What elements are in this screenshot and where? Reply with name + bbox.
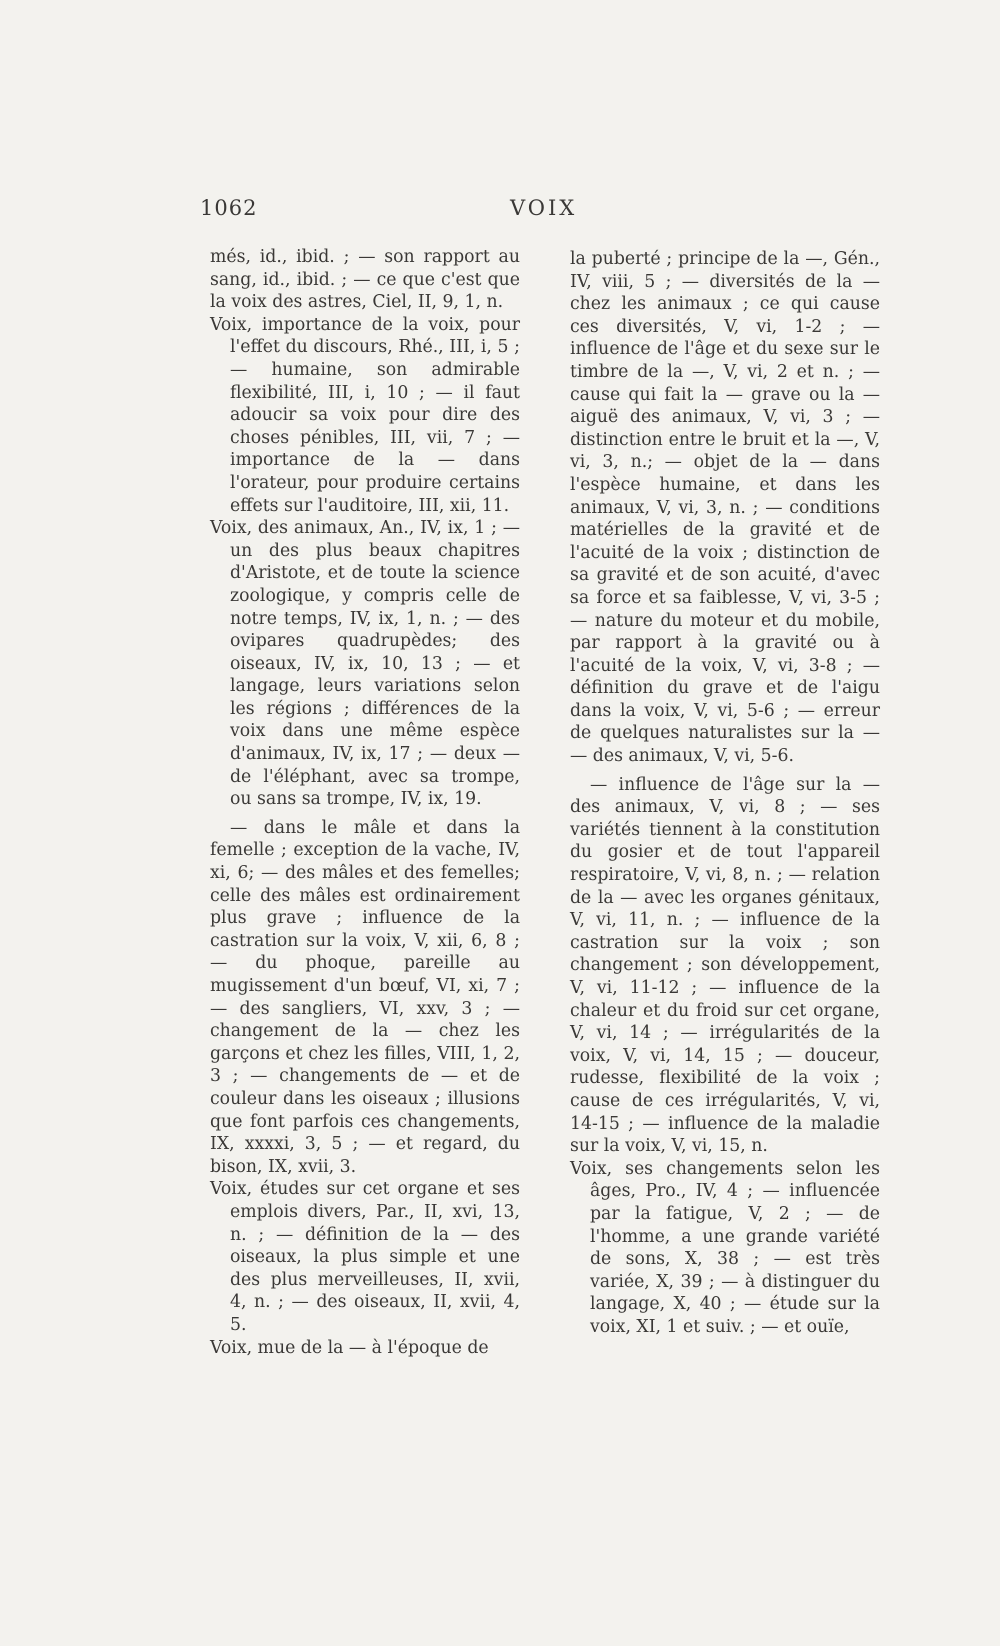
- running-header: [200, 196, 880, 226]
- index-entry: Voix, études sur cet organe et ses emplois divers, Par., II, xvi, 13, n. ; — définition de la — des oiseaux, la plus simple et une des plus merveilleuses, II, xvii, 4, n. ; — des oiseaux, II, xvii, 4, 5.: [210, 1179, 520, 1335]
- right-column: [570, 248, 880, 1339]
- index-entry: Voix, ses changements selon les âges, Pro., IV, 4 ; — influencée par la fatigue, V, 2 ; — de l'homme, a une grande variété de sons, X, 38 ; — est très variée, X, 39 ; — à distinguer du langage, X, 40 ; — étude sur la voix, XI, 1 et suiv. ; — et ouïe,: [570, 1158, 880, 1337]
- running-title: VOIX: [510, 196, 578, 220]
- index-entry: Voix, mue de la — à l'époque de: [210, 1337, 489, 1358]
- index-entry: Voix, importance de la voix, pour l'effet du discours, Rhé., III, i, 5 ; — humaine, son admirable flexibilité, III, i, 10 ; — il faut adoucir sa voix pour dire des choses pénibles, III, vii, 7 ; — importance de la — dans l'orateur, pour produire certains effets sur l'auditoire, III, xii, 11.: [210, 314, 520, 516]
- index-entry: Voix, des animaux, An., IV, ix, 1 ; — un des plus beaux chapitres d'Aristote, et de toute la science zoologique, y compris celle de notre temps, IV, ix, 1, n. ; — des ovipares quadrupèdes; des oiseaux, IV, ix, 10, 13 ; — et langage, leurs variations selon les régions ; différences de la voix dans une même espèce d'animaux, IV, ix, 17 ; — deux — de l'éléphant, avec sa trompe, ou sans sa trompe, IV, ix, 19.: [210, 518, 520, 810]
- page-number: 1062: [200, 196, 258, 220]
- index-entry: — dans le mâle et dans la femelle ; exception de la vache, IV, xi, 6; — des mâles et des femelles; celle des mâles est ordinairement plus grave ; influence de la castration sur la voix, V, xii, 6, 8 ; — du phoque, pareille au mugissement d'un bœuf, VI, xi, 7 ; — des sangliers, VI, xxv, 3 ; — changement de la — chez les garçons et chez les filles, VIII, 1, 2, 3 ; — changements de — et de couleur dans les oiseaux ; illusions que font parfois ces changements, IX, xxxxi, 3, 5 ; — et regard, du bison, IX, xvii, 3.: [210, 817, 520, 1177]
- index-entry: la puberté ; principe de la —, Gén., IV, viii, 5 ; — diversités de la — chez les animaux ; ce qui cause ces diversités, V, vi, 1-2 ; — influence de l'âge et du sexe sur le timbre de la —, V, vi, 2 et n. ; — cause qui fait la — grave ou la — aiguë des animaux, V, vi, 3 ; — distinction entre le bruit et la —, V, vi, 3, n.; — objet de la — dans l'espèce humaine, et dans les animaux, V, vi, 3, n. ; — conditions matérielles de la gravité et de l'acuité de la voix ; distinction de sa gravité et de son acuité, d'avec sa force et sa faiblesse, V, vi, 3-5 ; — nature du moteur et du mobile, par rapport à la gravité ou à l'acuité de la voix, V, vi, 3-8 ; — définition du grave et de l'aigu dans la voix, V, vi, 5-6 ; — erreur de quelques naturalistes sur la — — des animaux, V, vi, 5-6.: [570, 249, 880, 767]
- left-column: [210, 246, 520, 1359]
- index-entry: més, id., ibid. ; — son rapport au sang, id., ibid. ; — ce que c'est que la voix des astres, Ciel, II, 9, 1, n.: [210, 247, 520, 313]
- index-entry: — influence de l'âge sur la — des animaux, V, vi, 8 ; — ses variétés tiennent à la constitution du gosier et de tout l'appareil respiratoire, V, vi, 8, n. ; — relation de la — avec les organes génitaux, V, vi, 11, n. ; — influence de la castration sur la voix ; son changement ; son développement, V, vi, 11-12 ; — influence de la chaleur et du froid sur cet organe, V, vi, 14 ; — irrégularités de la voix, V, vi, 14, 15 ; — douceur, rudesse, flexibilité de la voix ; cause de ces irrégularités, V, vi, 14-15 ; — influence de la maladie sur la voix, V, vi, 15, n.: [570, 774, 880, 1157]
